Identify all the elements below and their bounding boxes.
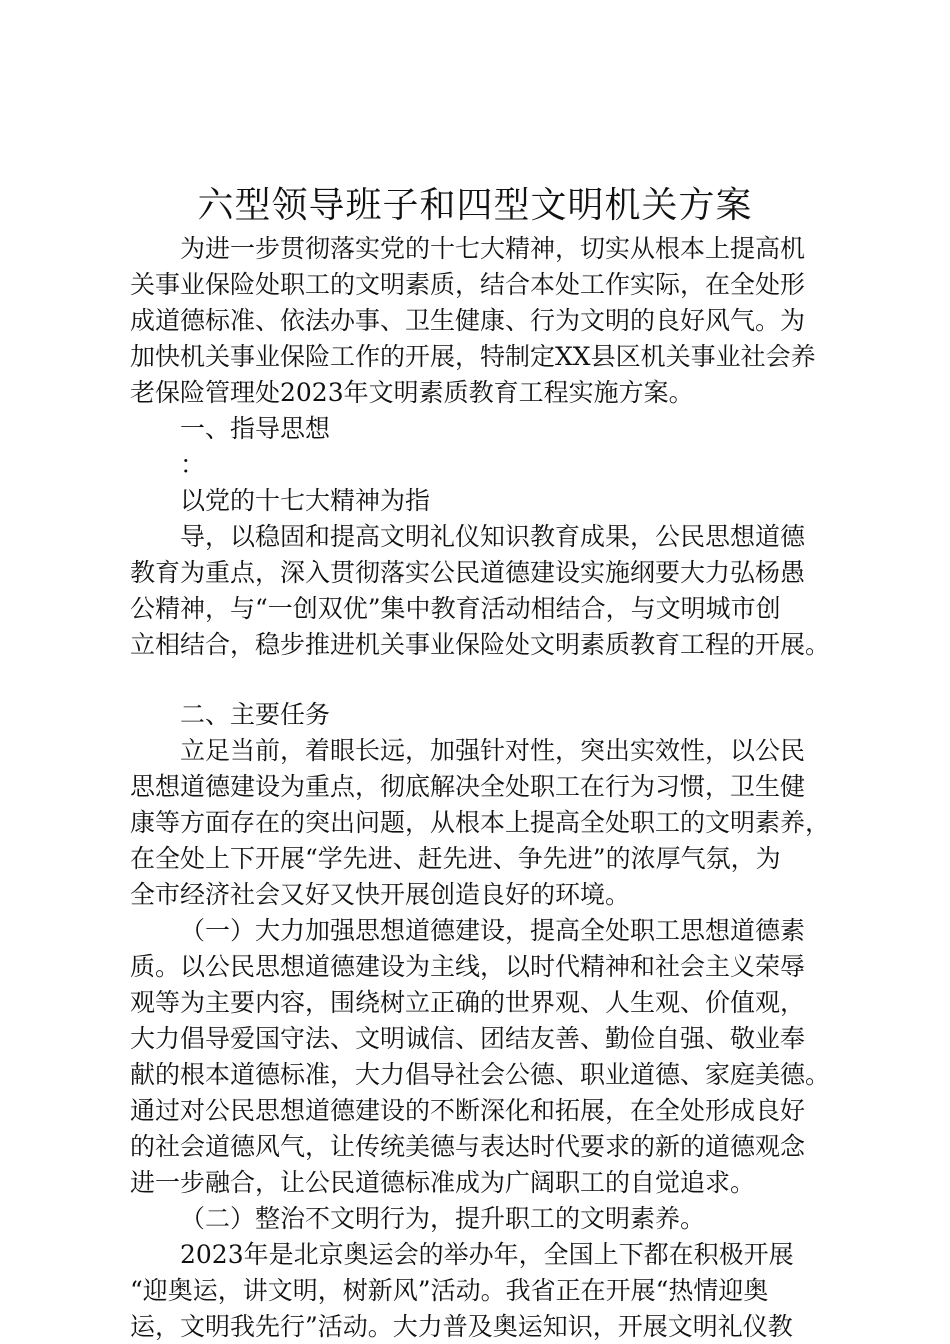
text-line: 导，以稳固和提高文明礼仪知识教育成果，公民思想道德: [180, 522, 806, 551]
text-line: 立相结合，稳步推进机关事业保险处文明素质教育工程的开展。: [130, 630, 831, 659]
text-line: 立足当前，着眼长远，加强针对性，突出实效性，以公民: [180, 736, 806, 765]
section-heading: 一、指导思想: [180, 414, 331, 443]
text-line: 公精神，与“一创双优”集中教育活动相结合，与文明城市创: [130, 594, 781, 623]
text-line: 的社会道德风气，让传统美德与表达时代要求的新的道德观念: [130, 1132, 806, 1161]
text-line: 以党的十七大精神为指: [180, 486, 431, 515]
text-line: 献的根本道德标准，大力倡导社会公德、职业道德、家庭美德。: [130, 1060, 831, 1089]
text-line: 运，文明我先行”活动。大力普及奥运知识，开展文明礼仪教: [130, 1312, 793, 1341]
text-line: 2023年是北京奥运会的举办年，全国上下都在积极开展: [180, 1240, 794, 1269]
text-line: 成道德标准、依法办事、卫生健康、行为文明的良好风气。为: [130, 306, 806, 335]
section-heading: 二、主要任务: [180, 700, 331, 729]
document-title: 六型领导班子和四型文明机关方案: [197, 185, 753, 226]
text-line: 老保险管理处2023年文明素质教育工程实施方案。: [130, 378, 694, 407]
text-line: （二）整治不文明行为，提升职工的文明素养。: [180, 1204, 706, 1233]
text-line: 思想道德建设为重点，彻底解决全处职工在行为习惯，卫生健: [130, 772, 806, 801]
text-line: 在全处上下开展“学先进、赶先进、争先进”的浓厚气氛，为: [130, 844, 781, 873]
text-line: 全市经济社会又好又快开展创造良好的环境。: [130, 880, 631, 909]
text-line: （一）大力加强思想道德建设，提高全处职工思想道德素: [180, 916, 806, 945]
text-line: 加快机关事业保险工作的开展，特制定XX县区机关事业社会养: [130, 342, 816, 371]
text-line: 教育为重点，深入贯彻落实公民道德建设实施纲要大力弘杨愚: [130, 558, 806, 587]
text-line: 质。以公民思想道德建设为主线，以时代精神和社会主义荣辱: [130, 952, 806, 981]
text-line: “迎奥运，讲文明，树新风”活动。我省正在开展“热情迎奥: [130, 1276, 769, 1305]
text-line: 观等为主要内容，围绕树立正确的世界观、人生观、价值观，: [130, 988, 806, 1017]
text-line: 进一步融合，让公民道德标准成为广阔职工的自觉追求。: [130, 1168, 756, 1197]
text-line: 通过对公民思想道德建设的不断深化和拓展，在全处形成良好: [130, 1096, 806, 1125]
text-line: 大力倡导爱国守法、文明诚信、团结友善、勤俭自强、敬业奉: [130, 1024, 806, 1053]
text-line: 关事业保险处职工的文明素质，结合本处工作实际，在全处形: [130, 270, 806, 299]
text-line: 为进一步贯彻落实党的十七大精神，切实从根本上提高机: [180, 234, 806, 263]
text-line: ：: [180, 450, 206, 479]
text-line: 康等方面存在的突出问题，从根本上提高全处职工的文明素养，: [130, 808, 831, 837]
